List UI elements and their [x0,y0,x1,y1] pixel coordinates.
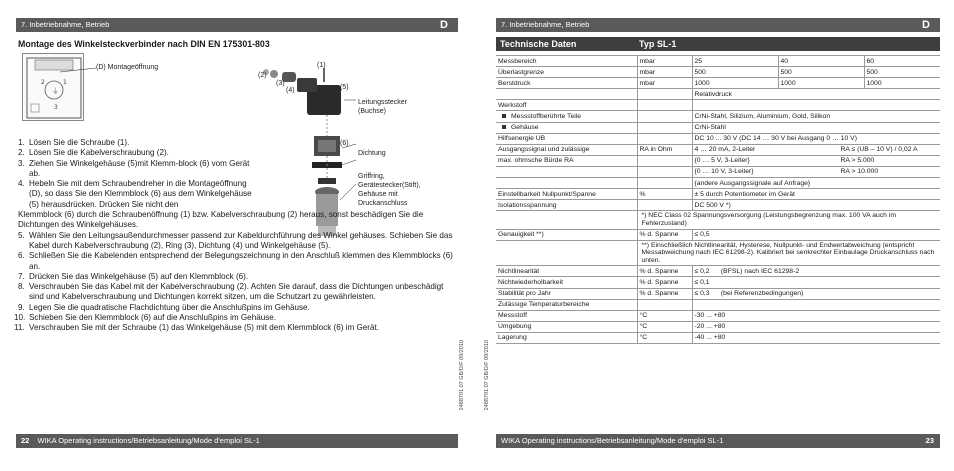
table-row: Einstellbarkeit Nullpunkt/Spanne % ± 5 durch Potentiometer im Gerät [496,189,940,200]
connector-front-figure [22,53,84,121]
part-label-2: (2) [258,72,267,79]
table-row: Nichtwiederholbarkeit % d. Spanne ≤ 0,1 [496,277,940,288]
language-badge: D [912,18,940,32]
table-row: Überlastgrenze mbar 500 500 500 [496,67,940,78]
table-row: Berstdruck mbar 1000 1000 1000 [496,78,940,89]
table-row: Messbereich mbar 25 40 60 [496,56,940,67]
table-row: **) Einschließlich Nichtlinearität, Hysterese, Nullpunkt- und Endwertabweichung (entspricht Messabweichung nach IEC 61298-2). Kalibriert bei senkrechter Einbaulage Druckanschluss nach unten. [496,240,940,266]
cable-plug-label: Leitungsstecker (Buchse) [358,99,408,115]
step-item: 4. Hebeln Sie mit dem Schraubendreher in die Montageöffnung (D), so dass Sie den Klemmblock (6) aus dem Winkelgehäuse (5) herausdrücken. Drücken Sie nicht den [18,179,252,209]
bullet-icon [502,125,506,129]
connector-front-drawing [23,54,85,122]
section-title: 7. Inbetriebnahme, Betrieb [501,20,590,29]
step-item: 6. Schließen Sie die Kabelenden entsprechend der Belegungszeichnung in den Anschluß klemmen des Klemmblocks (6) an. [18,251,453,271]
right-page [484,0,954,471]
left-page [0,0,470,471]
table-row: Relativdruck [496,89,940,100]
step-item: 3. Ziehen Sie Winkelgehäuse (5)mit Klemm-block (6) vom Gerät ab. [18,158,250,178]
section-title: 7. Inbetriebnahme, Betrieb [21,20,110,29]
step-item: 11. Verschrauben Sie mit der Schraube (1) das Winkelgehäuse (5) mit dem Klemmblock (6) im Gerät. [14,323,379,333]
step-item: 9. Legen Sie die quadratische Flachdichtung über die Anschlußpins im Gehäuse. [18,302,310,312]
table-row: Hilfsenergie UB DC 10 ... 30 V (DC 14 … 30 V bei Ausgang 0 … 10 V) [496,133,940,144]
step-item: 7. Drücken Sie das Winkelgehäuse (5) auf den Klemmblock (6). [18,271,249,281]
table-title: Technische Daten [500,39,577,49]
step-item: 10. Schieben Sie den Klemmblock (6) auf die Anschlußpins im Gehäuse. [14,313,276,323]
page-header-right [496,18,940,32]
page-heading: Montage des Winkelsteckverbinder nach DIN EN 175301-803 [18,39,270,49]
part-label-3: (3) [276,80,285,87]
table-row: Lagerung °C -40 ... +80 [496,332,940,343]
part-label-5: (5) [340,84,349,91]
table-row: max. ohmsche Bürde RA {0 … 5 V, 3-Leiter} RA > 5.000 [496,155,940,166]
table-row: Zulässige Temperaturbereiche [496,299,940,310]
language-badge: D [430,18,458,32]
bullet-icon [502,114,506,118]
table-type: Typ SL-1 [639,39,677,49]
part-label-1: (1) [317,62,326,69]
table-row: Stabilität pro Jahr % d. Spanne ≤ 0,3 (bei Referenzbedingungen) [496,288,940,299]
table-row: Ausgangssignal und zulässige RA in Ohm 4 … 20 mA, 2-Leiter RA ≤ (UB – 10 V) / 0,02 A [496,144,940,155]
table-row: Umgebung °C -20 ... +80 [496,321,940,332]
doc-code-right: 2488791.07 GB/D/F 09/2010 [484,340,490,411]
part-label-4: (4) [286,87,295,94]
seal-label: Dichtung [358,150,386,157]
step-item: 5. Wählen Sie den Leitungsaußendurchmesser passend zur Kabeldurchführung des Winkel gehäuses. Schieben Sie das Kabel durch Kabelverschraubung (2), Ring (3), Dichtung (4) und Winkelgehäuse (5). [18,230,453,250]
table-row: Isolationsspannung DC 500 V *) [496,200,940,211]
svg-text:1: 1 [63,79,67,86]
page-footer-left [16,434,458,448]
page-number: 22 [21,436,30,445]
table-row: Messstoff °C -30 ... +80 [496,310,940,321]
page-footer-right [496,434,940,448]
svg-text:2: 2 [41,79,45,86]
step-item: 2. Lösen Sie die Kabelverschraubung (2). [18,148,169,158]
table-row: {0 … 10 V, 3-Leiter} RA > 10.000 [496,166,940,177]
spec-table [496,55,940,344]
table-row: {andere Ausgangssignale auf Anfrage} [496,178,940,189]
assembly-steps [14,138,458,334]
step-item-continued: Klemmblock (6) durch die Schraubenöffnung (1) bzw. Kabelverschraubung (2) heraus, sonst beschädigen Sie die Dichtungen des Winkelgehäuses. [18,210,424,230]
table-row: Messstoffberührte Teile CrNi-Stahl, Silizium, Aluminium, Gold, Silikon [496,111,940,122]
part-label-6: (6) [340,140,349,147]
table-row: Nichtlinearität % d. Spanne ≤ 0,2 (BFSL) nach IEC 61298-2 [496,266,940,277]
page-header-left [16,18,458,32]
leader-line [60,66,96,74]
step-item: 1. Lösen Sie die Schraube (1). [18,138,130,147]
footer-text: WIKA Operating instructions/Betriebsanleitung/Mode d'emploi SL-1 [501,436,724,445]
spec-table-header [496,37,940,51]
step-item: 8. Verschrauben Sie das Kabel mit der Kabelverschraubung (2). Achten Sie darauf, dass die Dichtungen unbeschädigt sind und Kabelverschraubung und Dichtungen korrekt sitzen, um die Schutzart zu gewährleisten. [18,282,444,302]
grip-ring-label: Griffring, Gerätestecker(Stift), Gehäuse mit Druckanschluss [358,173,421,207]
table-row: *) NEC Class 02 Spannungsversorgung (Leistungsbegrenzung max. 100 VA auch im Fehlerzustand) [496,211,940,229]
doc-code-left: 2488791.07 GB/D/F 09/2010 [459,340,465,411]
table-row: Werkstoff [496,100,940,111]
footer-text: WIKA Operating instructions/Betriebsanleitung/Mode d'emploi SL-1 [37,436,260,445]
table-row: Genauigkeit **) % d. Spanne ≤ 0,5 [496,229,940,240]
svg-text:3: 3 [54,104,58,111]
page-number: 23 [925,436,934,445]
svg-text:⏚: ⏚ [52,87,59,95]
montage-opening-label: (D) Montageöffnung [96,64,159,71]
table-row: Gehäuse CrNi-Stahl [496,122,940,133]
